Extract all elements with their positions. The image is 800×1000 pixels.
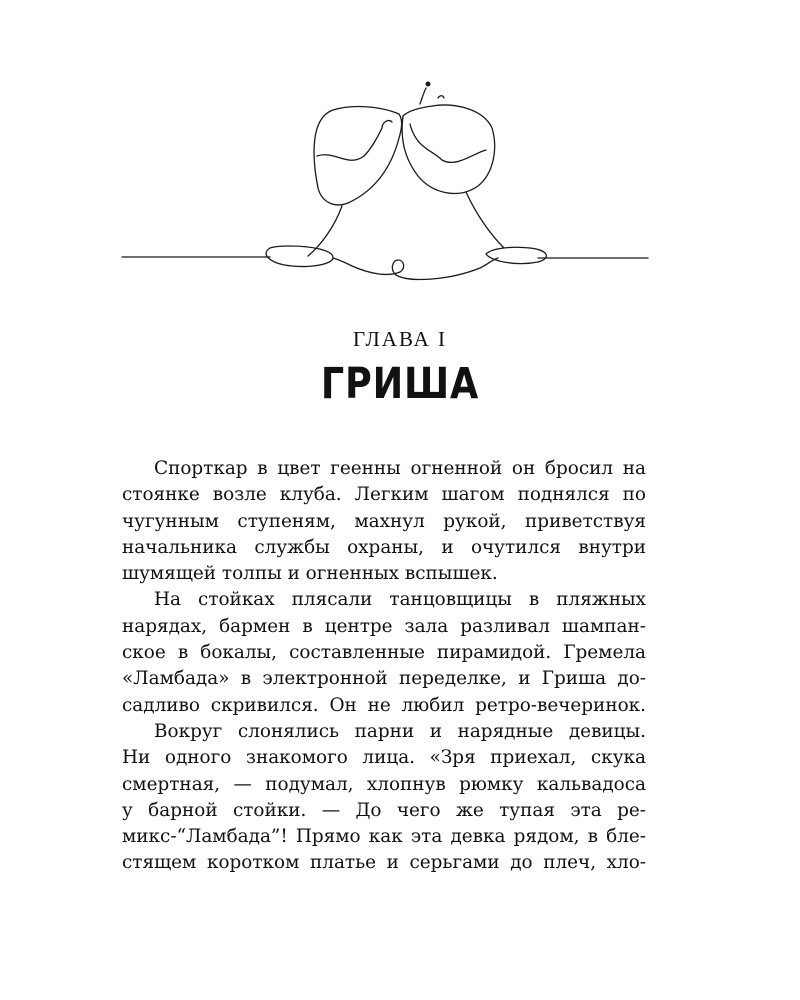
text-line: Ни одного знакомого лица. «Зря приехал, скука <box>122 747 646 769</box>
text-line: смертная, — подумал, хлопнув рюмку кальвадоса <box>122 773 646 795</box>
text-line: Спорткар в цвет геенны огненной он бросил на <box>154 458 646 479</box>
left-glass-wine <box>317 121 392 161</box>
text-line: стящем коротком платье и серьгами до плеч, хло- <box>122 852 646 874</box>
wine-splash <box>420 88 426 104</box>
left-glass-stem <box>308 206 342 256</box>
chapter-text <box>122 456 646 877</box>
text-line: шумящей толпы и огненных вспышек. <box>122 563 498 585</box>
text-line: микс-“Ламбада”! Прямо как эта девка рядом, в бле- <box>122 826 646 848</box>
wine-glasses-toast-illustration <box>120 78 650 288</box>
text-line: На стойках плясали танцовщицы в пляжных <box>154 589 646 611</box>
text-line: садливо скривился. Он не любил ретро-вечеринок. <box>122 694 646 716</box>
right-glass-wine <box>410 124 486 162</box>
text-line: «Ламбада» в электронной переделке, и Гриша до- <box>122 668 646 690</box>
text-line: ское в бокалы, составленные пирамидой. Гремела <box>122 642 646 664</box>
text-line: у барной стойки. — До чего же тупая эта ре- <box>122 799 646 821</box>
left-glass-base <box>266 246 333 267</box>
splash-drop <box>438 96 444 98</box>
text-line: нарядах, бармен в центре зала разливал шампан- <box>122 615 646 637</box>
chapter-number: ГЛАВА I <box>352 327 448 351</box>
text-line: Вокруг слонялись парни и нарядные девицы. <box>154 720 646 742</box>
text-line: начальника службы охраны, и очутился внутри <box>122 536 646 558</box>
chapter-title: ГРИША <box>320 359 480 409</box>
text-line: чугунным ступеням, махнул рукой, приветствуя <box>122 510 646 532</box>
right-glass-stem <box>466 192 504 248</box>
continuous-line <box>122 257 648 279</box>
right-glass-bowl <box>402 105 495 193</box>
text-line: стоянке возле клуба. Легким шагом поднялся по <box>122 484 646 506</box>
left-glass-bowl <box>314 107 402 205</box>
right-glass-base <box>486 247 546 263</box>
